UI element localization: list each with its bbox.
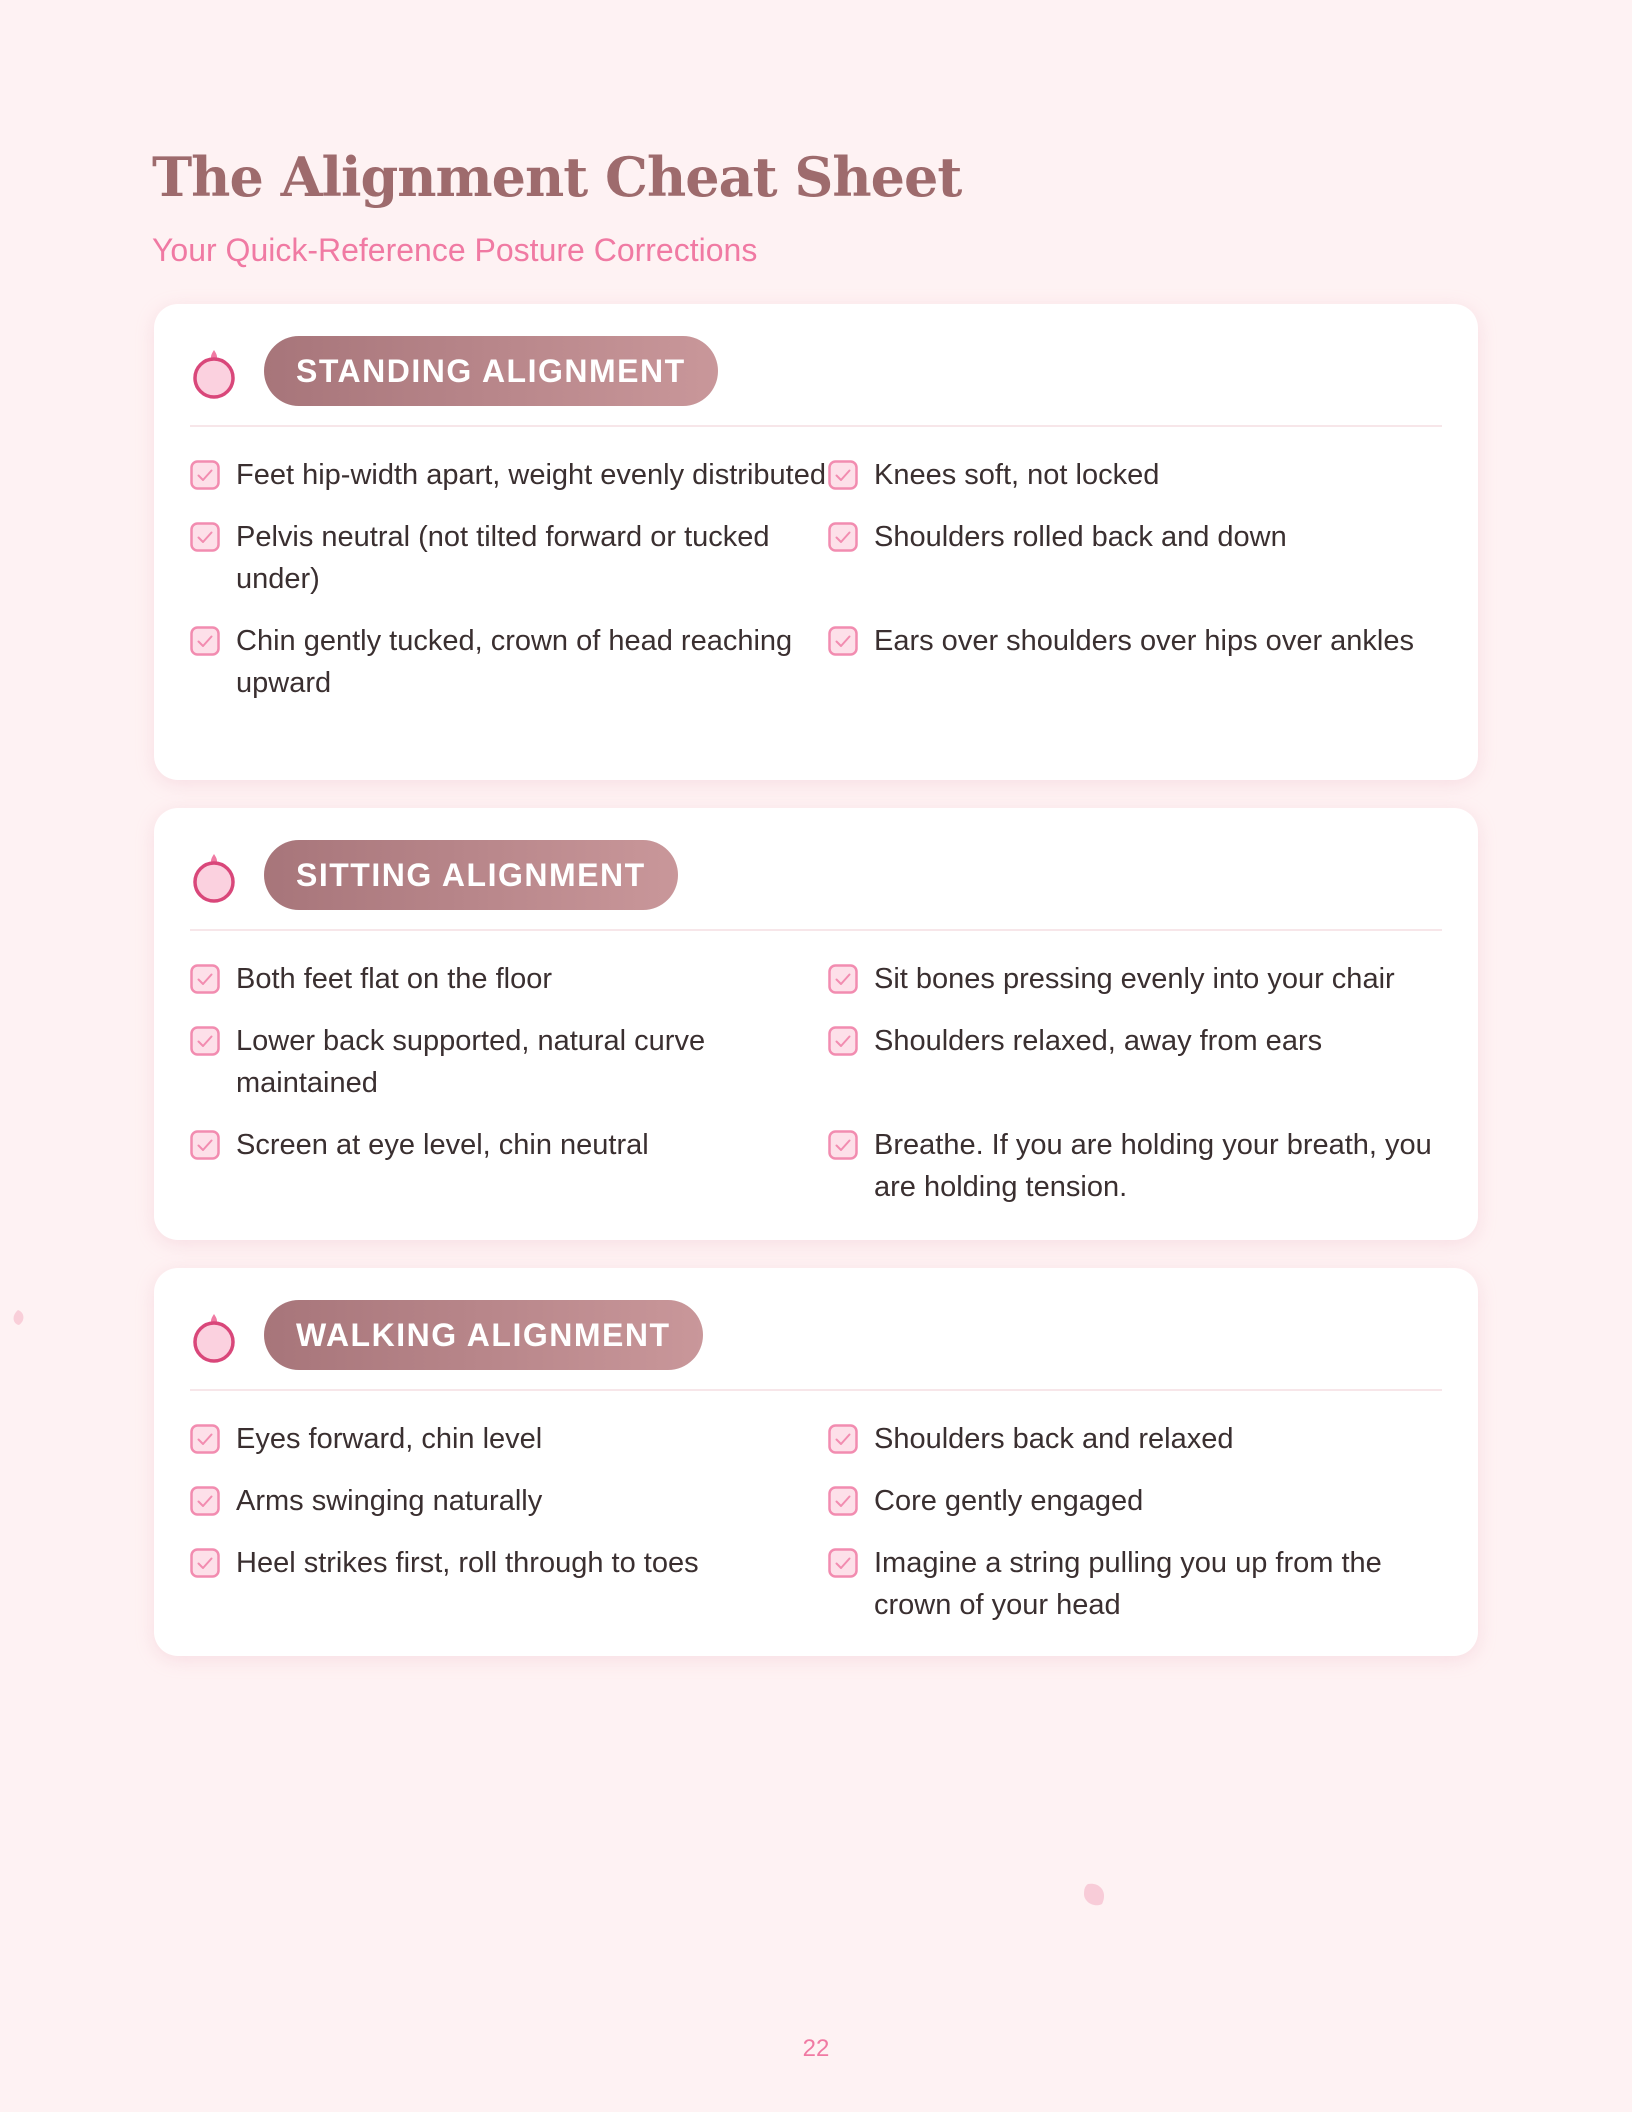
checklist-item [828, 516, 1442, 600]
page-title: The Alignment Cheat Sheet [152, 145, 962, 209]
checklist-item-text: Breathe. If you are holding your breath, you are holding tension. [874, 1129, 1432, 1203]
checklist-item [190, 454, 828, 496]
checkbox-checked-icon [190, 1026, 220, 1056]
walking-alignment-card [154, 1268, 1478, 1656]
checklist-item-text: Both feet flat on the floor [236, 963, 552, 995]
checklist-item [190, 516, 828, 600]
petal-icon [1080, 1880, 1110, 1910]
section-heading: SITTING ALIGNMENT [264, 840, 678, 910]
checklist-item-text: Eyes forward, chin level [236, 1423, 543, 1455]
checklist-item-text: Chin gently tucked, crown of head reaching upward [236, 625, 793, 699]
checklist-item-text: Pelvis neutral (not tilted forward or tucked under) [236, 521, 770, 595]
page-number: 22 [802, 2035, 830, 2062]
checkbox-checked-icon [190, 1486, 220, 1516]
checklist-item [828, 620, 1442, 704]
checklist-item [190, 1124, 828, 1208]
checklist-item-text: Screen at eye level, chin neutral [236, 1129, 649, 1161]
standing-alignment-card [154, 304, 1478, 780]
page-subtitle: Your Quick-Reference Posture Corrections [152, 232, 758, 268]
checklist-item-text: Core gently engaged [874, 1485, 1144, 1517]
checkbox-checked-icon [828, 1548, 858, 1578]
checkbox-checked-icon [828, 964, 858, 994]
checklist-item [828, 454, 1442, 496]
checklist-item [190, 958, 828, 1000]
checklist-item [828, 1480, 1442, 1522]
checkbox-checked-icon [828, 626, 858, 656]
checkbox-checked-icon [190, 1424, 220, 1454]
petal-icon [8, 1308, 28, 1328]
section-header [190, 840, 1442, 931]
sitting-alignment-card [154, 808, 1478, 1240]
checklist-item [828, 958, 1442, 1000]
section-heading: WALKING ALIGNMENT [264, 1300, 703, 1370]
section-heading: STANDING ALIGNMENT [264, 336, 718, 406]
checklist-item [190, 1480, 828, 1522]
checklist-item [828, 1542, 1442, 1626]
checkbox-checked-icon [190, 1548, 220, 1578]
checklist-item [828, 1124, 1442, 1208]
bell-icon [190, 348, 238, 400]
bell-icon [190, 852, 238, 904]
checkbox-checked-icon [190, 964, 220, 994]
checkbox-checked-icon [190, 460, 220, 490]
checklist-item [190, 1418, 828, 1460]
checkbox-checked-icon [190, 1130, 220, 1160]
checklist-item-text: Lower back supported, natural curve maintained [236, 1025, 706, 1099]
section-header [190, 1300, 1442, 1391]
checklist [190, 454, 1442, 704]
checklist [190, 1418, 1442, 1626]
checklist-item [190, 1542, 828, 1626]
checklist-item [828, 1020, 1442, 1104]
bell-icon [190, 1312, 238, 1364]
checklist-item-text: Sit bones pressing evenly into your chair [874, 963, 1395, 995]
checklist-item-text: Knees soft, not locked [874, 459, 1160, 491]
checklist [190, 958, 1442, 1208]
checkbox-checked-icon [190, 626, 220, 656]
checklist-item-text: Imagine a string pulling you up from the crown of your head [874, 1547, 1382, 1621]
checklist-item-text: Arms swinging naturally [236, 1485, 543, 1517]
checkbox-checked-icon [828, 1486, 858, 1516]
checklist-item [190, 620, 828, 704]
checkbox-checked-icon [190, 522, 220, 552]
checklist-item-text: Feet hip-width apart, weight evenly distributed [236, 459, 826, 491]
checklist-item-text: Shoulders back and relaxed [874, 1423, 1234, 1455]
checkbox-checked-icon [828, 522, 858, 552]
checkbox-checked-icon [828, 1026, 858, 1056]
checkbox-checked-icon [828, 460, 858, 490]
checklist-item-text: Shoulders rolled back and down [874, 521, 1287, 553]
checklist-item-text: Shoulders relaxed, away from ears [874, 1025, 1323, 1057]
checklist-item [828, 1418, 1442, 1460]
checklist-item-text: Ears over shoulders over hips over ankles [874, 625, 1414, 657]
checklist-item [190, 1020, 828, 1104]
checkbox-checked-icon [828, 1424, 858, 1454]
section-header [190, 336, 1442, 427]
checklist-item-text: Heel strikes first, roll through to toes [236, 1547, 699, 1579]
checkbox-checked-icon [828, 1130, 858, 1160]
